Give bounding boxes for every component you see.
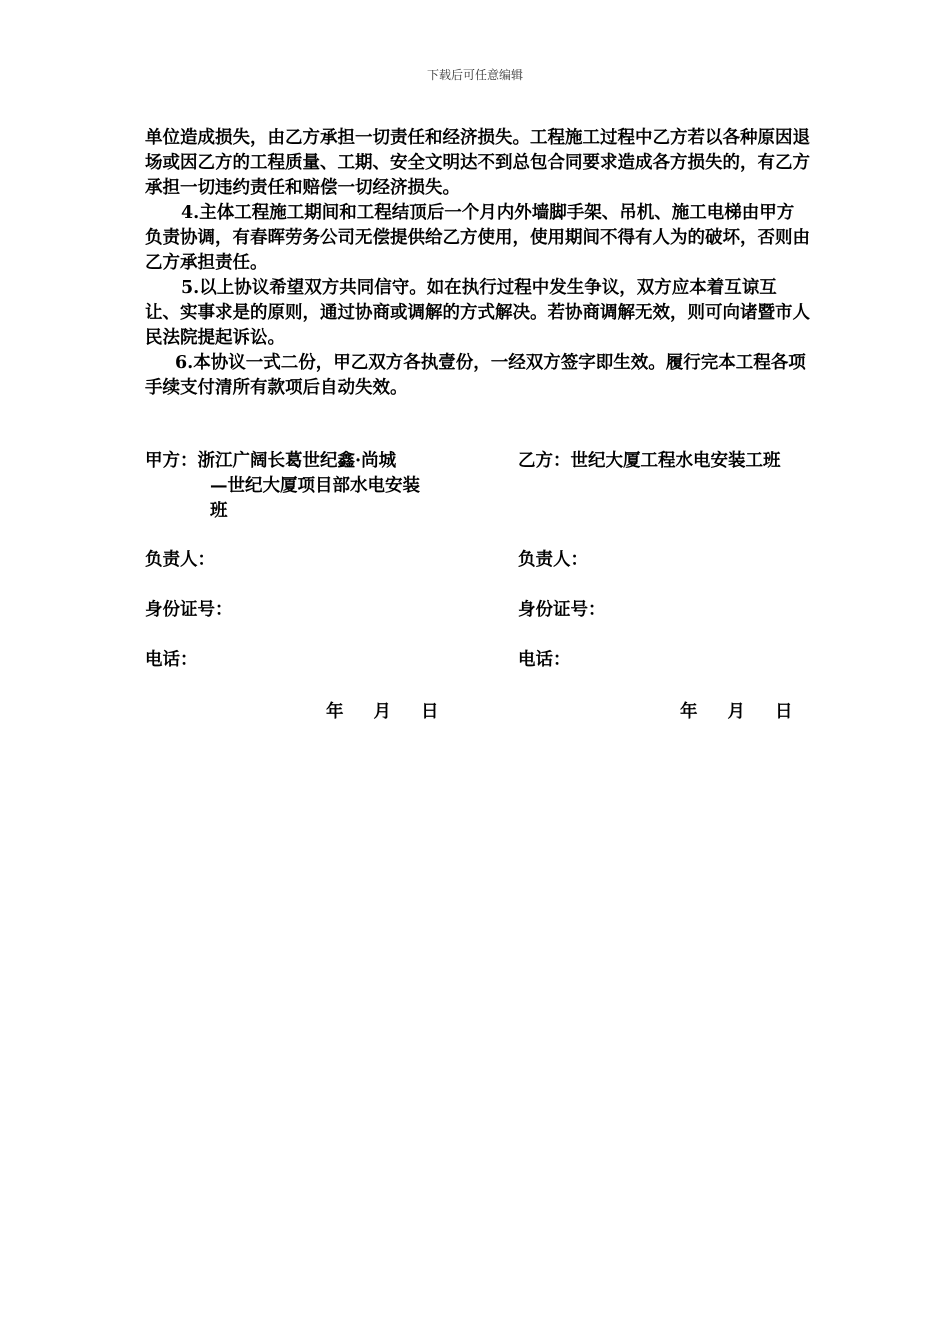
party-a-line2: —世纪大厦项目部水电安装 <box>210 476 420 496</box>
party-a-date-month: 月 <box>373 702 391 722</box>
paragraph-liability: 单位造成损失，由乙方承担一切责任和经济损失。工程施工过程中乙方若以各种原因退场或因乙方的工程质量、工期、安全文明达不到总包合同要求造成各方损失的，有乙方承担一切违约责任和赔偿一切经济损失。 <box>145 128 810 198</box>
header-note: 下载后可任意编辑 <box>426 68 523 82</box>
party-a-responsible-label: 负责人： <box>145 550 215 570</box>
paragraph-clause-4: 4.主体工程施工期间和工程结顶后一个月内外墙脚手架、吊机、施工电梯由甲方负责协调，有春晖劳务公司无偿提供给乙方使用，使用期间不得有人为的破坏，否则由乙方承担责任。 <box>145 203 810 273</box>
party-a-line3: 班 <box>210 501 228 521</box>
agreement-body <box>145 126 810 401</box>
paragraph-clause-6: 6.本协议一式二份，甲乙双方各执壹份，一经双方签字即生效。履行完本工程各项手续支付清所有款项后自动失效。 <box>145 353 806 398</box>
party-a-id-label: 身份证号： <box>145 600 233 620</box>
party-a-name <box>145 449 455 524</box>
party-a-phone-label: 电话： <box>145 650 198 670</box>
party-a-line1: 甲方：浙江广阔长葛世纪鑫·尚城 <box>145 451 397 471</box>
party-b-date-day: 日 <box>775 702 793 722</box>
party-b-date-month: 月 <box>727 702 745 722</box>
party-b-responsible-label: 负责人： <box>518 550 588 570</box>
party-a-date-year: 年 <box>326 702 344 722</box>
party-b-date <box>680 698 793 723</box>
party-b-phone-label: 电话： <box>518 650 571 670</box>
party-a-date-day: 日 <box>421 702 439 722</box>
paragraph-clause-5: 5.以上协议希望双方共同信守。如在执行过程中发生争议，双方应本着互谅互让、实事求是的原则，通过协商或调解的方式解决。若协商调解无效，则可向诸暨市人民法院提起诉讼。 <box>145 278 810 348</box>
party-b-date-year: 年 <box>680 702 698 722</box>
party-b-name: 乙方：世纪大厦工程水电安装工班 <box>518 451 781 471</box>
party-b-id-label: 身份证号： <box>518 600 606 620</box>
party-a-date <box>326 698 439 723</box>
